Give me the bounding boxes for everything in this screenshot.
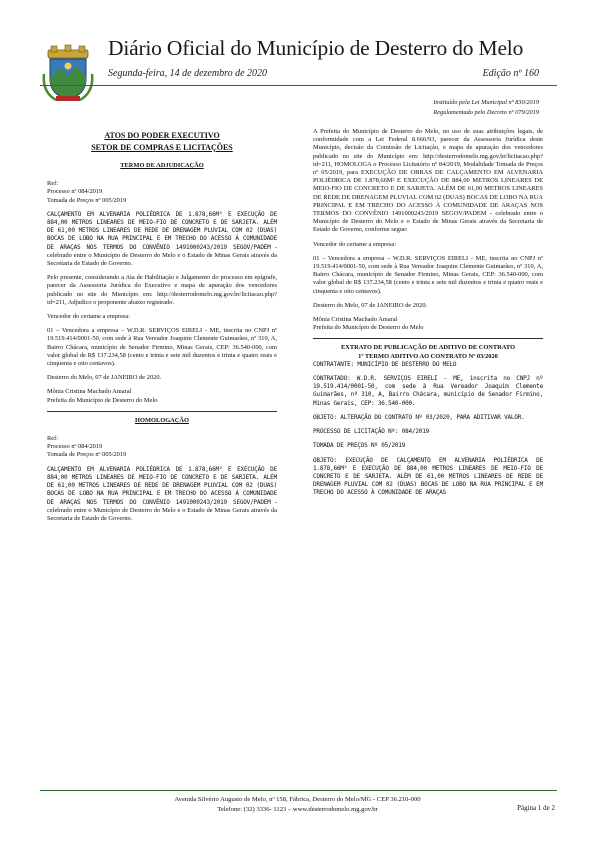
extract-tomada: TOMADA DE PREÇOS Nº 05/2019 xyxy=(313,442,406,450)
signatory-role: Prefeita do Município de Desterro do Melo xyxy=(47,396,158,404)
adjudication-winner-intro: Vencedor do certame a empresa: xyxy=(47,313,131,321)
signatory-name: Mônia Cristina Machado Amaral xyxy=(47,388,132,396)
homologation-winner: 01 – Vencedora a empresa – W.D.R. SERVIÇOS EIRELI - ME, inscrita no CNPJ nº 19.519.414/0001-50, com sede à Rua Vereador Joaquim Clemente Guimarães, nº 310, A, Bairro Chácara, município de Senador Firmino, Minas Gerais, CEP: 36.540-000, com valor global de R$ 137.234,58 (cento e trinta e sete mil duzentos e trinta e quatro reais e cinquenta e oito centavos). xyxy=(313,254,543,295)
section-divider xyxy=(47,411,277,412)
coat-of-arms-icon xyxy=(42,44,94,104)
right-column xyxy=(313,128,543,504)
homologation-process: Processo nº 084/2019 xyxy=(47,443,103,451)
section-divider xyxy=(313,338,543,339)
extract-title: EXTRATO DE PUBLICAÇÃO DE ADITIVO DE CONTRATO xyxy=(340,344,516,352)
footer-address: Avenida Silvério Augusto de Melo, nº 158, Fábrica, Desterro do Melo/MG - CEP 36.210-000 xyxy=(174,796,421,803)
newspaper-title: Diário Oficial do Município de Desterro do Melo xyxy=(108,36,524,60)
adjudication-date: Desterro do Melo, 07 de JANEIRO de 2020. xyxy=(47,374,162,382)
adjudication-title: TERMO DE ADJUDICAÇÃO xyxy=(120,162,204,169)
adjudication-tomada: Tomada de Preços nº 005/2019 xyxy=(47,196,127,204)
adjudication-winner: 01 – Vencedora a empresa – W.D.R. SERVIÇOS EIRELI - ME, inscrita no CNPJ nº 19.519.414/0001-50, com sede à Rua Vereador Joaquim Clemente Guimarães, nº 310, A, Bairro Chácara, município de Senador Firmino, Minas Gerais, CEP: 36.540-000, com valor global de R$ 137.234,58 (cento e trinta e sete mil duzentos e trinta e quatro reais e cinquenta e oito centavos). xyxy=(47,327,277,368)
extract-contractor: CONTRATADO: W.D.R. SERVIÇOS EIRELI - ME, inscrita no CNPJ nº 19.519.414/0001-50, com sede à Rua Vereador Joaquim Clemente Guimarães, nº 310, A, Bairro Chácara, município de Senador Firmino, Minas Gerais, CEP: 36.540-000. xyxy=(313,375,543,407)
institution-notes xyxy=(433,98,539,118)
adjudication-process: Processo nº 084/2019 xyxy=(47,188,103,196)
homologation-ref: Ref: xyxy=(47,435,59,443)
adjudication-object: CALÇAMENTO EM ALVENARIA POLIÉDRICA DE 1.878,66M² E EXECUÇÃO DE 884,00 METROS LINEARES DE MEIO-FIO DE CONCRETO E DE SARJETA. ALÉM DE 61,00 METROS LINEARES DE REDE DE DRENAGEM PLUVIAL COM 02 (DUAS) BOCAS DE LOBO NA RUA PRINCIPAL E EM TRECHO DO ACESSO À COMUNIDADE DE ARAÇAS NOS TERMOS DO CONVÊNIO 1491000243/2019 SEGOV/PADEM - celebrado entre o Município de Desterro do Melo e o Estado de Minas Gerais através da Secretaria de Estado de Governo. xyxy=(47,210,277,268)
institution-law: Instituído pela Lei Municipal nº 830/2019 xyxy=(433,99,539,106)
extract-object-detail: OBJETO: EXECUÇÃO DE CALÇAMENTO EM ALVENARIA POLIÉDRICA DE 1.878,66M² E EXECUÇÃO DE 884,00 METROS LINEARES DE MEIO-FIO DE CONCRETO E DE SARJETA. ALÉM DE 61,00 METROS LINEARES DE REDE DE DRENAGEM PLUVIAL COM 02 (DUAS) BOCAS DE LOBO NA RUA PRINCIPAL E EM TRECHO DO ACESSO À COMUNIDADE DE ARAÇAS xyxy=(313,456,543,497)
header-divider xyxy=(40,85,557,86)
signatory-name: Mônia Cristina Machado Amaral xyxy=(313,316,398,324)
signatory-role: Prefeita do Município de Desterro do Melo xyxy=(313,324,424,332)
extract-subtitle: 1º TERMO ADITIVO AO CONTRATO Nº 03/2020 xyxy=(358,352,498,360)
edition-number: Edição nº 160 xyxy=(482,68,539,79)
homologation-tomada: Tomada de Preços nº 005/2019 xyxy=(47,451,127,459)
extract-object: OBJETO: ALTERAÇÃO DO CONTRATO Nº 03/2020, PARA ADITIVAR VALOR. xyxy=(313,413,525,421)
page-number: Página 1 de 2 xyxy=(517,804,555,812)
homologation-date: Desterro do Melo, 07 de JANEIRO de 2020. xyxy=(313,301,428,309)
extract-contracting-party: CONTRATANTE: MUNICÍPIO DE DESTERRO DO MELO xyxy=(313,360,457,368)
issue-date: Segunda-feira, 14 de dezembro de 2020 xyxy=(108,68,268,79)
institution-decree: Regulamentado pelo Decreto nº 079/2019 xyxy=(433,109,539,116)
homologation-object: CALÇAMENTO EM ALVENARIA POLIÉDRICA DE 1.878,66M² E EXECUÇÃO DE 884,00 METROS LINEARES DE MEIO-FIO DE CONCRETO E DE SARJETA. ALÉM DE 61,00 METROS LINEARES DE REDE DE DRENAGEM PLUVIAL COM 02 (DUAS) BOCAS DE LOBO NA RUA PRINCIPAL E EM TRECHO DO ACESSO À COMUNIDADE DE ARAÇAS NOS TERMOS DO CONVÊNIO 1491000243/2019 SEGOV/PADEM - celebrado entre o Município de Desterro do Melo e o Estado de Minas Gerais através da Secretaria de Estado de Governo. xyxy=(47,465,277,522)
homologation-winner-intro: Vencedor do certame a empresa: xyxy=(313,240,397,248)
left-column xyxy=(47,128,277,529)
adjudication-text: Pelo presente, considerando a Ata de Habilitação e Julgamento do processo em epígrafe, parecer da Assessoria Jurídica do Executivo e mapa de apuração dos vencedores publicado no site do Município em: http://desterrodomelo.mg.gov.br/licitacao.php?id=211, Adjudico o proponente abaixo registrado. xyxy=(47,274,277,306)
footer-divider xyxy=(40,790,557,791)
section-heading: ATOS DO PODER EXECUTIVO SETOR DE COMPRAS E LICITAÇÕES xyxy=(91,131,233,152)
homologation-text: A Prefeita do Município de Desterro do Melo, no uso de suas atribuições legais, de conformidade com a Lei Federal 8.666/93, parecer da Assessoria Jurídica deste Município, decisão da Comissão de Licitação, e mapa de apuração dos vencedores publicado no site do Município em: http://desterrodomelo.mg.gov.br/licitacao.php?id=211, HOMOLOGA o Processo Licitatório nº 84/2019, Modalidade Tomada de Preços nº 05/2019, para EXECUÇÃO DE OBRAS DE CALÇAMENTO EM ALVENARIA POLIÉDRICA DE 1.878,66M² E EXECUÇÃO DE 884,00 METROS LINEARES DE MEIO-FIO DE CONCRETO E DE SARJETA. ALÉM DE 61,00 METROS LINEARES DE REDE DE DRENAGEM PLUVIAL COM 02 (DUAS) BOCAS DE LOBO NA RUA PRINCIPAL E EM TRECHO DO ACESSO À COMUNIDADE DE ARAÇAS NOS TERMOS DO CONVÊNIO 1491000243/2019 SEGOV/PADEM - celebrado entre o Município de Desterro do Melo e o Estado de Minas Gerais através da Secretaria de Estado de Governo, conforme segue: xyxy=(313,128,543,234)
extract-process: PROCESSO DE LICITAÇÃO Nº: 084/2019 xyxy=(313,428,430,436)
homologation-title: HOMOLOGAÇÃO xyxy=(135,416,189,424)
adjudication-ref: Ref: xyxy=(47,180,59,188)
footer-contact: Telefone: (32) 3336- 1123 – www.desterrodomelo.mg.gov.br xyxy=(217,806,378,813)
